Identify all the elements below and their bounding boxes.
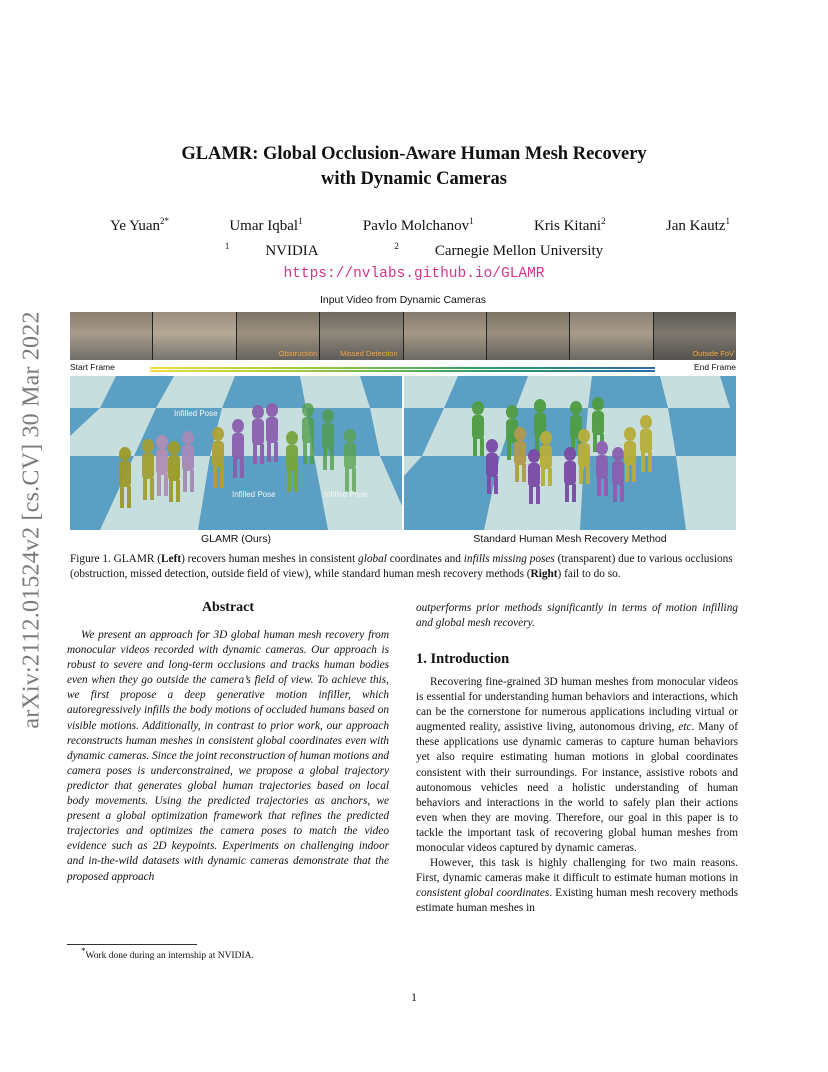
baseline-result-panel <box>404 376 736 530</box>
title-line-1: GLAMR: Global Occlusion-Aware Human Mesh Recovery <box>181 144 647 164</box>
missed-detection-tag: Missed Detection <box>340 349 398 358</box>
baseline-render <box>404 376 736 530</box>
end-frame-label: End Frame <box>693 362 736 372</box>
abstract-paragraph: We present an approach for 3D global human mesh recovery from monocular videos recorded with dynamic cameras. Our approach is robust to severe and long-term occlusions and tracks human bodies even when they go outside the camera’s field of view. To achieve this, we first propose a deep generative motion infiller, which autoregressively infills the body motions of occluded humans based on visible motions. Additionally, in contrast to prior work, our approach reconstructs human meshes in consistent global coordinates even with dynamic cameras. Since the joint reconstruction of human motions and camera poses is underconstrained, we propose a global trajectory predictor that generates global human trajectories based on local body movements. Using the predicted trajectories as anchors, we present a global optimization framework that refines the predicted trajectories and optimizes the camera poses to match the video evidence such as 2D keypoints. Experiments on challenging indoor and in-the-wild datasets with dynamic cameras demonstrate that the proposed approach <box>67 629 389 883</box>
arxiv-id-text: arXiv:2112.01524v2 [cs.CV] 30 Mar 2022 <box>18 311 45 729</box>
video-frame <box>487 312 569 360</box>
right-panel-caption: Standard Human Mesh Recovery Method <box>473 533 667 545</box>
author-list <box>110 218 730 235</box>
author: Jan Kautz$^1$ <box>665 216 730 234</box>
project-url-link[interactable]: https://nvlabs.github.io/GLAMR <box>283 266 545 282</box>
video-frame <box>70 312 152 360</box>
video-frame <box>320 312 402 360</box>
video-frame <box>654 312 736 360</box>
video-frame <box>404 312 486 360</box>
figure-label: Figure 1. <box>70 553 111 565</box>
start-frame-label: Start Frame <box>70 362 115 372</box>
page-number: 1 <box>411 990 417 1004</box>
panel-note: Infilled Pose <box>174 409 218 418</box>
introduction-text <box>416 675 738 917</box>
video-frame <box>570 312 652 360</box>
figure-heading: Input Video from Dynamic Cameras <box>319 294 487 306</box>
glamr-result-panel <box>70 376 402 530</box>
intro-paragraph: However, this task is highly challenging for two main reasons. First, dynamic cameras make it difficult to estimate human motions in consistent global coordinates. Existing human mesh recovery methods estimate human meshes in <box>416 857 738 915</box>
left-panel-caption: GLAMR (Ours) <box>200 533 271 545</box>
author: Ye Yuan$^{2*}$ <box>110 216 170 234</box>
timeline-bar <box>150 367 655 369</box>
video-frame-strip <box>70 312 736 360</box>
title-line-2: with Dynamic Cameras <box>320 169 507 189</box>
footnote: *Work done during an internship at NVIDIA. <box>81 946 254 962</box>
glamr-render <box>70 376 402 530</box>
introduction-heading: 1. Introduction <box>416 651 510 667</box>
affiliation: $^2$ Carnegie Mellon University <box>394 241 604 259</box>
arxiv-sidebar-id <box>6 260 58 780</box>
panel-note: Infilled Pose <box>324 490 368 499</box>
author: Pavlo Molchanov$^1$ <box>362 216 474 234</box>
abstract-heading: Abstract <box>201 600 255 615</box>
affiliation: $^1$ NVIDIA <box>224 241 319 259</box>
outside-fov-tag: Outside FoV <box>692 349 734 358</box>
figure-caption: Figure 1. GLAMR (Left) recovers human meshes in consistent global coordinates and infills missing poses (transparent) due to various occlusions (obstruction, missed detection, outside field of view), while standard human mesh recovery methods (Right) fail to do so. <box>70 553 733 580</box>
author: Kris Kitani$^2$ <box>533 216 606 234</box>
panel-note: Infilled Pose <box>232 490 276 499</box>
footnote-rule <box>67 944 197 945</box>
abstract-continuation: outperforms prior methods significantly in terms of motion infilling and global mesh recovery. <box>416 602 738 630</box>
video-frame <box>237 312 319 360</box>
abstract-text <box>67 628 389 885</box>
affiliations <box>0 243 828 260</box>
obstruction-tag: Obstruction <box>278 349 318 358</box>
intro-paragraph: Recovering fine-grained 3D human meshes from monocular videos is essential for understanding human behaviors and interactions, which can be the cornerstone for numerous applications including virtual or augmented reality, assistive living, autonomous driving, etc. Many of these applications use dynamic cameras to capture human behaviors yet also require estimating human motions in global coordinates consistent with their surroundings. For instance, assistive robots and autonomous vehicles need a holistic understanding of human behaviors and interactions in the world to safely plan their actions even when they are moving. Therefore, our goal in this paper is to tackle the important task of recovering global human meshes from monocular videos captured by dynamic cameras. <box>416 676 738 855</box>
author: Umar Iqbal$^1$ <box>229 216 303 234</box>
paper-title <box>70 142 758 192</box>
timeline-gradient-bar <box>150 367 655 373</box>
video-frame <box>153 312 235 360</box>
timeline-bar <box>150 370 655 372</box>
